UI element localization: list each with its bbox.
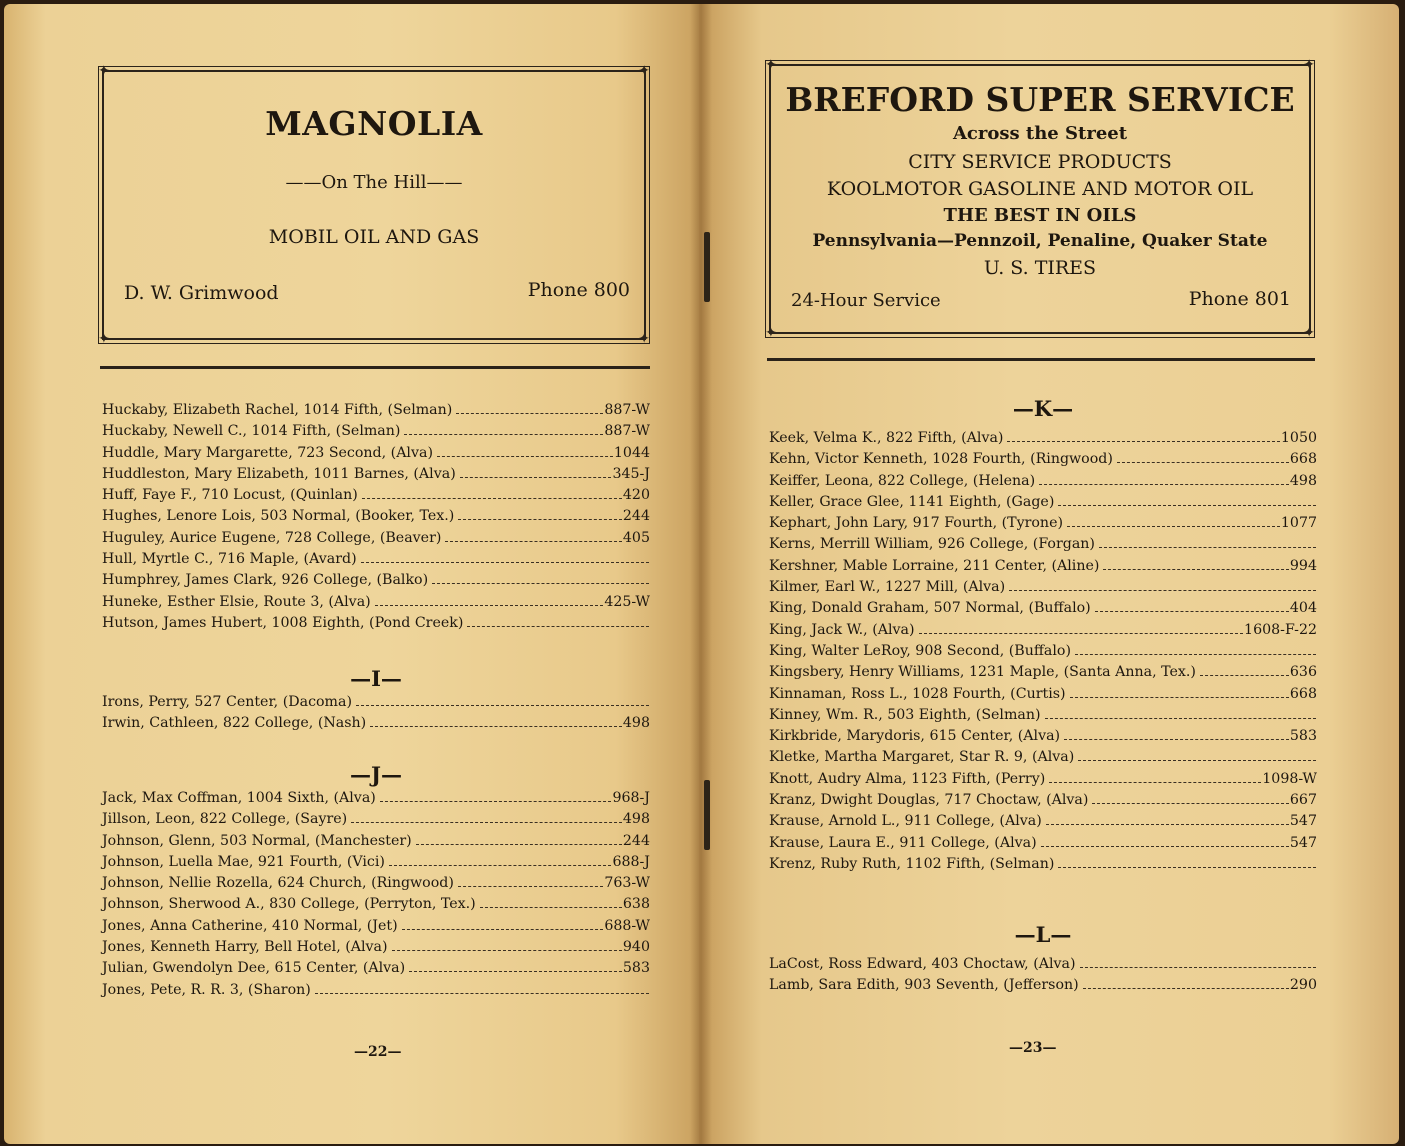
leader-dots: [416, 844, 622, 845]
entry-phone: 583: [622, 960, 650, 977]
ornament-icon: ✦: [638, 63, 650, 79]
leader-dots: [409, 971, 622, 972]
entry-phone: 425-W: [604, 593, 650, 610]
directory-entry: [102, 592, 650, 613]
entry-phone: 345-J: [612, 465, 650, 482]
entry-name: Jones, Anna Catherine, 410 Normal, (Jet): [102, 917, 398, 934]
entry-name: Hutson, James Hubert, 1008 Eighth, (Pond Creek): [102, 614, 464, 631]
ornament-icon: ✦: [765, 57, 777, 73]
entry-name: Jack, Max Coffman, 1004 Sixth, (Alva): [102, 790, 376, 806]
right-page: [699, 4, 1399, 1144]
entry-name: Kirkbride, Marydoris, 615 Center, (Alva): [769, 728, 1061, 745]
leader-dots: [458, 519, 622, 520]
entry-name: Johnson, Glenn, 503 Normal, (Manchester): [102, 832, 412, 849]
ad-business-name: MAGNOLIA: [265, 104, 483, 143]
entry-name: Kingsbery, Henry Williams, 1231 Maple, (Santa Anna, Tex.): [769, 664, 1196, 681]
leader-dots: [392, 950, 622, 951]
leader-dots: [445, 541, 622, 542]
entry-phone: 667: [1289, 792, 1317, 809]
leader-dots: [402, 929, 604, 930]
directory-entry: [102, 528, 650, 549]
leader-dots: [380, 801, 612, 802]
directory-entry: [102, 958, 650, 979]
entry-name: Jones, Kenneth Harry, Bell Hotel, (Alva): [102, 939, 388, 956]
entry-phone: 290: [1289, 977, 1317, 994]
directory-entry: [102, 916, 650, 937]
entry-name: Hull, Myrtle C., 716 Maple, (Avard): [102, 551, 357, 568]
directory-entry: [102, 549, 650, 570]
ad-line-across: Across the Street: [952, 123, 1128, 144]
entry-phone: 1077: [1280, 515, 1317, 532]
j-entries-list: [102, 788, 650, 1001]
entry-phone: 688-J: [612, 853, 650, 870]
ad-business-name: BREFORD SUPER SERVICE: [785, 80, 1295, 119]
entry-phone: 636: [1289, 664, 1317, 681]
directory-entry: [769, 513, 1317, 534]
entry-phone: 668: [1289, 451, 1317, 468]
entry-phone: 405: [622, 529, 650, 546]
entry-name: Kephart, John Lary, 917 Fourth, (Tyrone): [769, 515, 1063, 532]
directory-entry: [102, 421, 650, 442]
directory-entry: [102, 506, 650, 527]
entry-name: Keiffer, Leona, 822 College, (Helena): [769, 472, 1036, 489]
entry-name: Kerns, Merrill William, 926 College, (Forgan): [769, 536, 1095, 553]
leader-dots: [1045, 718, 1316, 719]
ad-product: MOBIL OIL AND GAS: [268, 226, 480, 248]
leader-dots: [351, 822, 622, 823]
ornament-icon: ✦: [98, 63, 110, 79]
leader-dots: [1092, 803, 1288, 804]
entry-phone: 887-W: [604, 402, 650, 418]
divider-rule: [767, 358, 1315, 361]
entry-phone: 547: [1289, 834, 1317, 851]
entry-name: Kletke, Martha Margaret, Star R. 9, (Alva): [769, 749, 1075, 766]
ad-line-koolmotor: KOOLMOTOR GASOLINE AND MOTOR OIL: [826, 178, 1254, 200]
ornament-icon: ✦: [1303, 325, 1315, 341]
entry-name: Hughes, Lenore Lois, 503 Normal, (Booker, Tex.): [102, 508, 455, 525]
entry-name: Kershner, Mable Lorraine, 211 Center, (Aline): [769, 557, 1100, 574]
directory-entry: [769, 975, 1317, 996]
entry-name: Krause, Laura E., 911 College, (Alva): [769, 834, 1037, 851]
leader-dots: [389, 865, 611, 866]
entry-phone: 244: [622, 832, 650, 849]
directory-entry: [102, 809, 650, 830]
section-heading-i: —I—: [350, 666, 402, 691]
leader-dots: [315, 993, 649, 994]
directory-entry: [769, 790, 1317, 811]
entry-name: Julian, Gwendolyn Dee, 615 Center, (Alva): [102, 960, 406, 977]
left-page: [4, 4, 699, 1144]
entry-phone: 968-J: [612, 790, 650, 806]
ad-owner: D. W. Grimwood: [124, 282, 279, 304]
leader-dots: [1039, 484, 1289, 485]
leader-dots: [1009, 590, 1316, 591]
leader-dots: [467, 626, 649, 627]
entry-phone: 688-W: [604, 917, 650, 934]
entry-phone: 1044: [613, 444, 650, 461]
ad-tagline: ——On The Hill——: [285, 172, 463, 193]
entry-name: Huddle, Mary Margarette, 723 Second, (Alva): [102, 444, 433, 461]
entry-name: Kehn, Victor Kenneth, 1028 Fourth, (Ringwood): [769, 451, 1113, 468]
entry-phone: 994: [1289, 557, 1317, 574]
entry-name: Humphrey, James Clark, 926 College, (Balko): [102, 572, 429, 589]
entry-name: Huckaby, Elizabeth Rachel, 1014 Fifth, (Selman): [102, 402, 453, 418]
entry-name: King, Walter LeRoy, 908 Second, (Buffalo): [769, 642, 1071, 659]
leader-dots: [432, 583, 649, 584]
entry-phone: 420: [622, 487, 650, 504]
entry-phone: 1608-F-22: [1244, 621, 1317, 638]
directory-entry: [769, 684, 1317, 705]
binding-gutter: [690, 4, 712, 1144]
section-heading-l: —L—: [1014, 922, 1072, 947]
entry-name: Huguley, Aurice Eugene, 728 College, (Beaver): [102, 529, 442, 546]
directory-entry: [769, 854, 1317, 875]
directory-entry: [769, 577, 1317, 598]
entry-phone: 498: [622, 715, 650, 732]
leader-dots: [1058, 867, 1316, 868]
ad-line-best-oils: THE BEST IN OILS: [943, 205, 1137, 226]
entry-phone: 244: [622, 508, 650, 525]
entry-phone: 887-W: [604, 423, 650, 440]
l-entries-list: [769, 954, 1317, 997]
section-heading-j: —J—: [350, 762, 402, 787]
breford-ad: [765, 57, 1315, 341]
ad-line-city-service: CITY SERVICE PRODUCTS: [908, 151, 1172, 173]
entry-name: Huff, Faye F., 710 Locust, (Quinlan): [102, 487, 358, 504]
directory-entry: [769, 811, 1317, 832]
directory-entry: [769, 726, 1317, 747]
directory-entry: [769, 449, 1317, 470]
entry-name: Johnson, Luella Mae, 921 Fourth, (Vici): [102, 853, 385, 870]
ad-phone: Phone 800: [527, 279, 630, 301]
entry-phone: 668: [1289, 685, 1317, 702]
leader-dots: [1117, 462, 1289, 463]
directory-entry: [102, 852, 650, 873]
directory-entry: [769, 747, 1317, 768]
entry-name: King, Jack W., (Alva): [769, 621, 915, 638]
leader-dots: [919, 633, 1244, 634]
entry-name: Lamb, Sara Edith, 903 Seventh, (Jefferson): [769, 977, 1079, 994]
leader-dots: [1046, 824, 1289, 825]
divider-rule: [100, 366, 650, 369]
directory-entry: [769, 705, 1317, 726]
directory-entry: [102, 692, 650, 713]
entry-phone: 404: [1289, 600, 1317, 617]
leader-dots: [361, 562, 649, 563]
entry-phone: 638: [622, 896, 650, 913]
i-entries-list: [102, 692, 650, 735]
entry-phone: 583: [1289, 728, 1317, 745]
leader-dots: [437, 456, 613, 457]
h-entries-list: [102, 400, 650, 634]
entry-name: Krenz, Ruby Ruth, 1102 Fifth, (Selman): [769, 855, 1055, 872]
leader-dots: [1083, 988, 1289, 989]
directory-entry: [769, 428, 1317, 449]
directory-entry: [102, 464, 650, 485]
entry-phone: 1098-W: [1262, 770, 1317, 787]
entry-name: Krause, Arnold L., 911 College, (Alva): [769, 813, 1042, 830]
entry-phone: 763-W: [604, 875, 650, 892]
directory-entry: [102, 400, 650, 421]
staple: [704, 232, 710, 302]
entry-name: Kranz, Dwight Douglas, 717 Choctaw, (Alva): [769, 792, 1089, 809]
ad-hours: 24-Hour Service: [791, 290, 941, 311]
entry-name: Johnson, Nellie Rozella, 624 Church, (Ringwood): [102, 875, 454, 892]
entry-name: King, Donald Graham, 507 Normal, (Buffalo): [769, 600, 1091, 617]
ad-line-tires: U. S. TIRES: [983, 257, 1097, 279]
entry-name: Huneke, Esther Elsie, Route 3, (Alva): [102, 593, 371, 610]
directory-entry: [769, 471, 1317, 492]
leader-dots: [1070, 697, 1289, 698]
page-number: —23—: [1009, 1040, 1057, 1056]
ad-line-pennsylvania: Pennsylvania—Pennzoil, Penaline, Quaker State: [812, 231, 1268, 251]
entry-phone: 498: [1289, 472, 1317, 489]
leader-dots: [456, 413, 603, 414]
directory-entry: [102, 831, 650, 852]
leader-dots: [480, 907, 622, 908]
k-entries-list: [769, 428, 1317, 875]
leader-dots: [1049, 782, 1261, 783]
entry-name: Huckaby, Newell C., 1014 Fifth, (Selman): [102, 423, 401, 440]
entry-name: Huddleston, Mary Elizabeth, 1011 Barnes, (Alva): [102, 465, 456, 482]
directory-entry: [769, 954, 1317, 975]
directory-entry: [769, 662, 1317, 683]
directory-entry: [102, 485, 650, 506]
entry-name: Irwin, Cathleen, 822 College, (Nash): [102, 715, 367, 732]
leader-dots: [458, 886, 603, 887]
leader-dots: [1078, 760, 1316, 761]
leader-dots: [460, 477, 612, 478]
directory-entry: [769, 833, 1317, 854]
directory-entry: [769, 620, 1317, 641]
leader-dots: [356, 705, 649, 706]
entry-name: Irons, Perry, 527 Center, (Dacoma): [102, 694, 353, 710]
leader-dots: [404, 434, 603, 435]
directory-entry: [102, 980, 650, 1001]
entry-name: Jones, Pete, R. R. 3, (Sharon): [102, 981, 311, 998]
leader-dots: [1064, 739, 1289, 740]
leader-dots: [370, 726, 622, 727]
ornament-icon: ✦: [638, 331, 650, 347]
leader-dots: [1099, 547, 1316, 548]
entry-phone: 940: [622, 939, 650, 956]
directory-entry: [102, 937, 650, 958]
ornament-icon: ✦: [765, 325, 777, 341]
leader-dots: [1103, 569, 1288, 570]
directory-entry: [102, 570, 650, 591]
leader-dots: [1095, 611, 1289, 612]
leader-dots: [1200, 675, 1289, 676]
directory-entry: [769, 534, 1317, 555]
magnolia-ad: [98, 63, 650, 347]
entry-name: Kinney, Wm. R., 503 Eighth, (Selman): [769, 706, 1041, 723]
leader-dots: [1080, 967, 1316, 968]
entry-phone: 1050: [1280, 430, 1317, 446]
directory-entry: [102, 443, 650, 464]
directory-entry: [769, 492, 1317, 513]
entry-name: Johnson, Sherwood A., 830 College, (Perryton, Tex.): [102, 896, 476, 913]
ornament-icon: ✦: [1303, 57, 1315, 73]
leader-dots: [1075, 654, 1316, 655]
entry-name: Keller, Grace Glee, 1141 Eighth, (Gage): [769, 493, 1055, 510]
staple: [704, 780, 710, 850]
directory-entry: [769, 598, 1317, 619]
directory-entry: [769, 556, 1317, 577]
leader-dots: [362, 498, 622, 499]
leader-dots: [1067, 526, 1280, 527]
entry-name: Knott, Audry Alma, 1123 Fifth, (Perry): [769, 770, 1046, 787]
leader-dots: [1007, 441, 1279, 442]
page-number: —22—: [354, 1044, 402, 1060]
directory-entry: [769, 769, 1317, 790]
entry-name: Kinnaman, Ross L., 1028 Fourth, (Curtis): [769, 685, 1066, 702]
entry-name: Jillson, Leon, 822 College, (Sayre): [102, 811, 348, 828]
entry-phone: 547: [1289, 813, 1317, 830]
entry-phone: 498: [622, 811, 650, 828]
section-heading-k: —K—: [1012, 396, 1074, 421]
leader-dots: [1058, 505, 1316, 506]
ornament-icon: ✦: [98, 331, 110, 347]
entry-name: Kilmer, Earl W., 1227 Mill, (Alva): [769, 579, 1006, 596]
directory-entry: [102, 788, 650, 809]
entry-name: LaCost, Ross Edward, 403 Choctaw, (Alva): [769, 956, 1076, 972]
directory-entry: [769, 641, 1317, 662]
leader-dots: [375, 605, 604, 606]
leader-dots: [1041, 846, 1289, 847]
directory-entry: [102, 613, 650, 634]
entry-name: Keek, Velma K., 822 Fifth, (Alva): [769, 430, 1004, 446]
directory-entry: [102, 894, 650, 915]
ad-phone: Phone 801: [1188, 288, 1291, 310]
directory-entry: [102, 873, 650, 894]
directory-entry: [102, 713, 650, 734]
